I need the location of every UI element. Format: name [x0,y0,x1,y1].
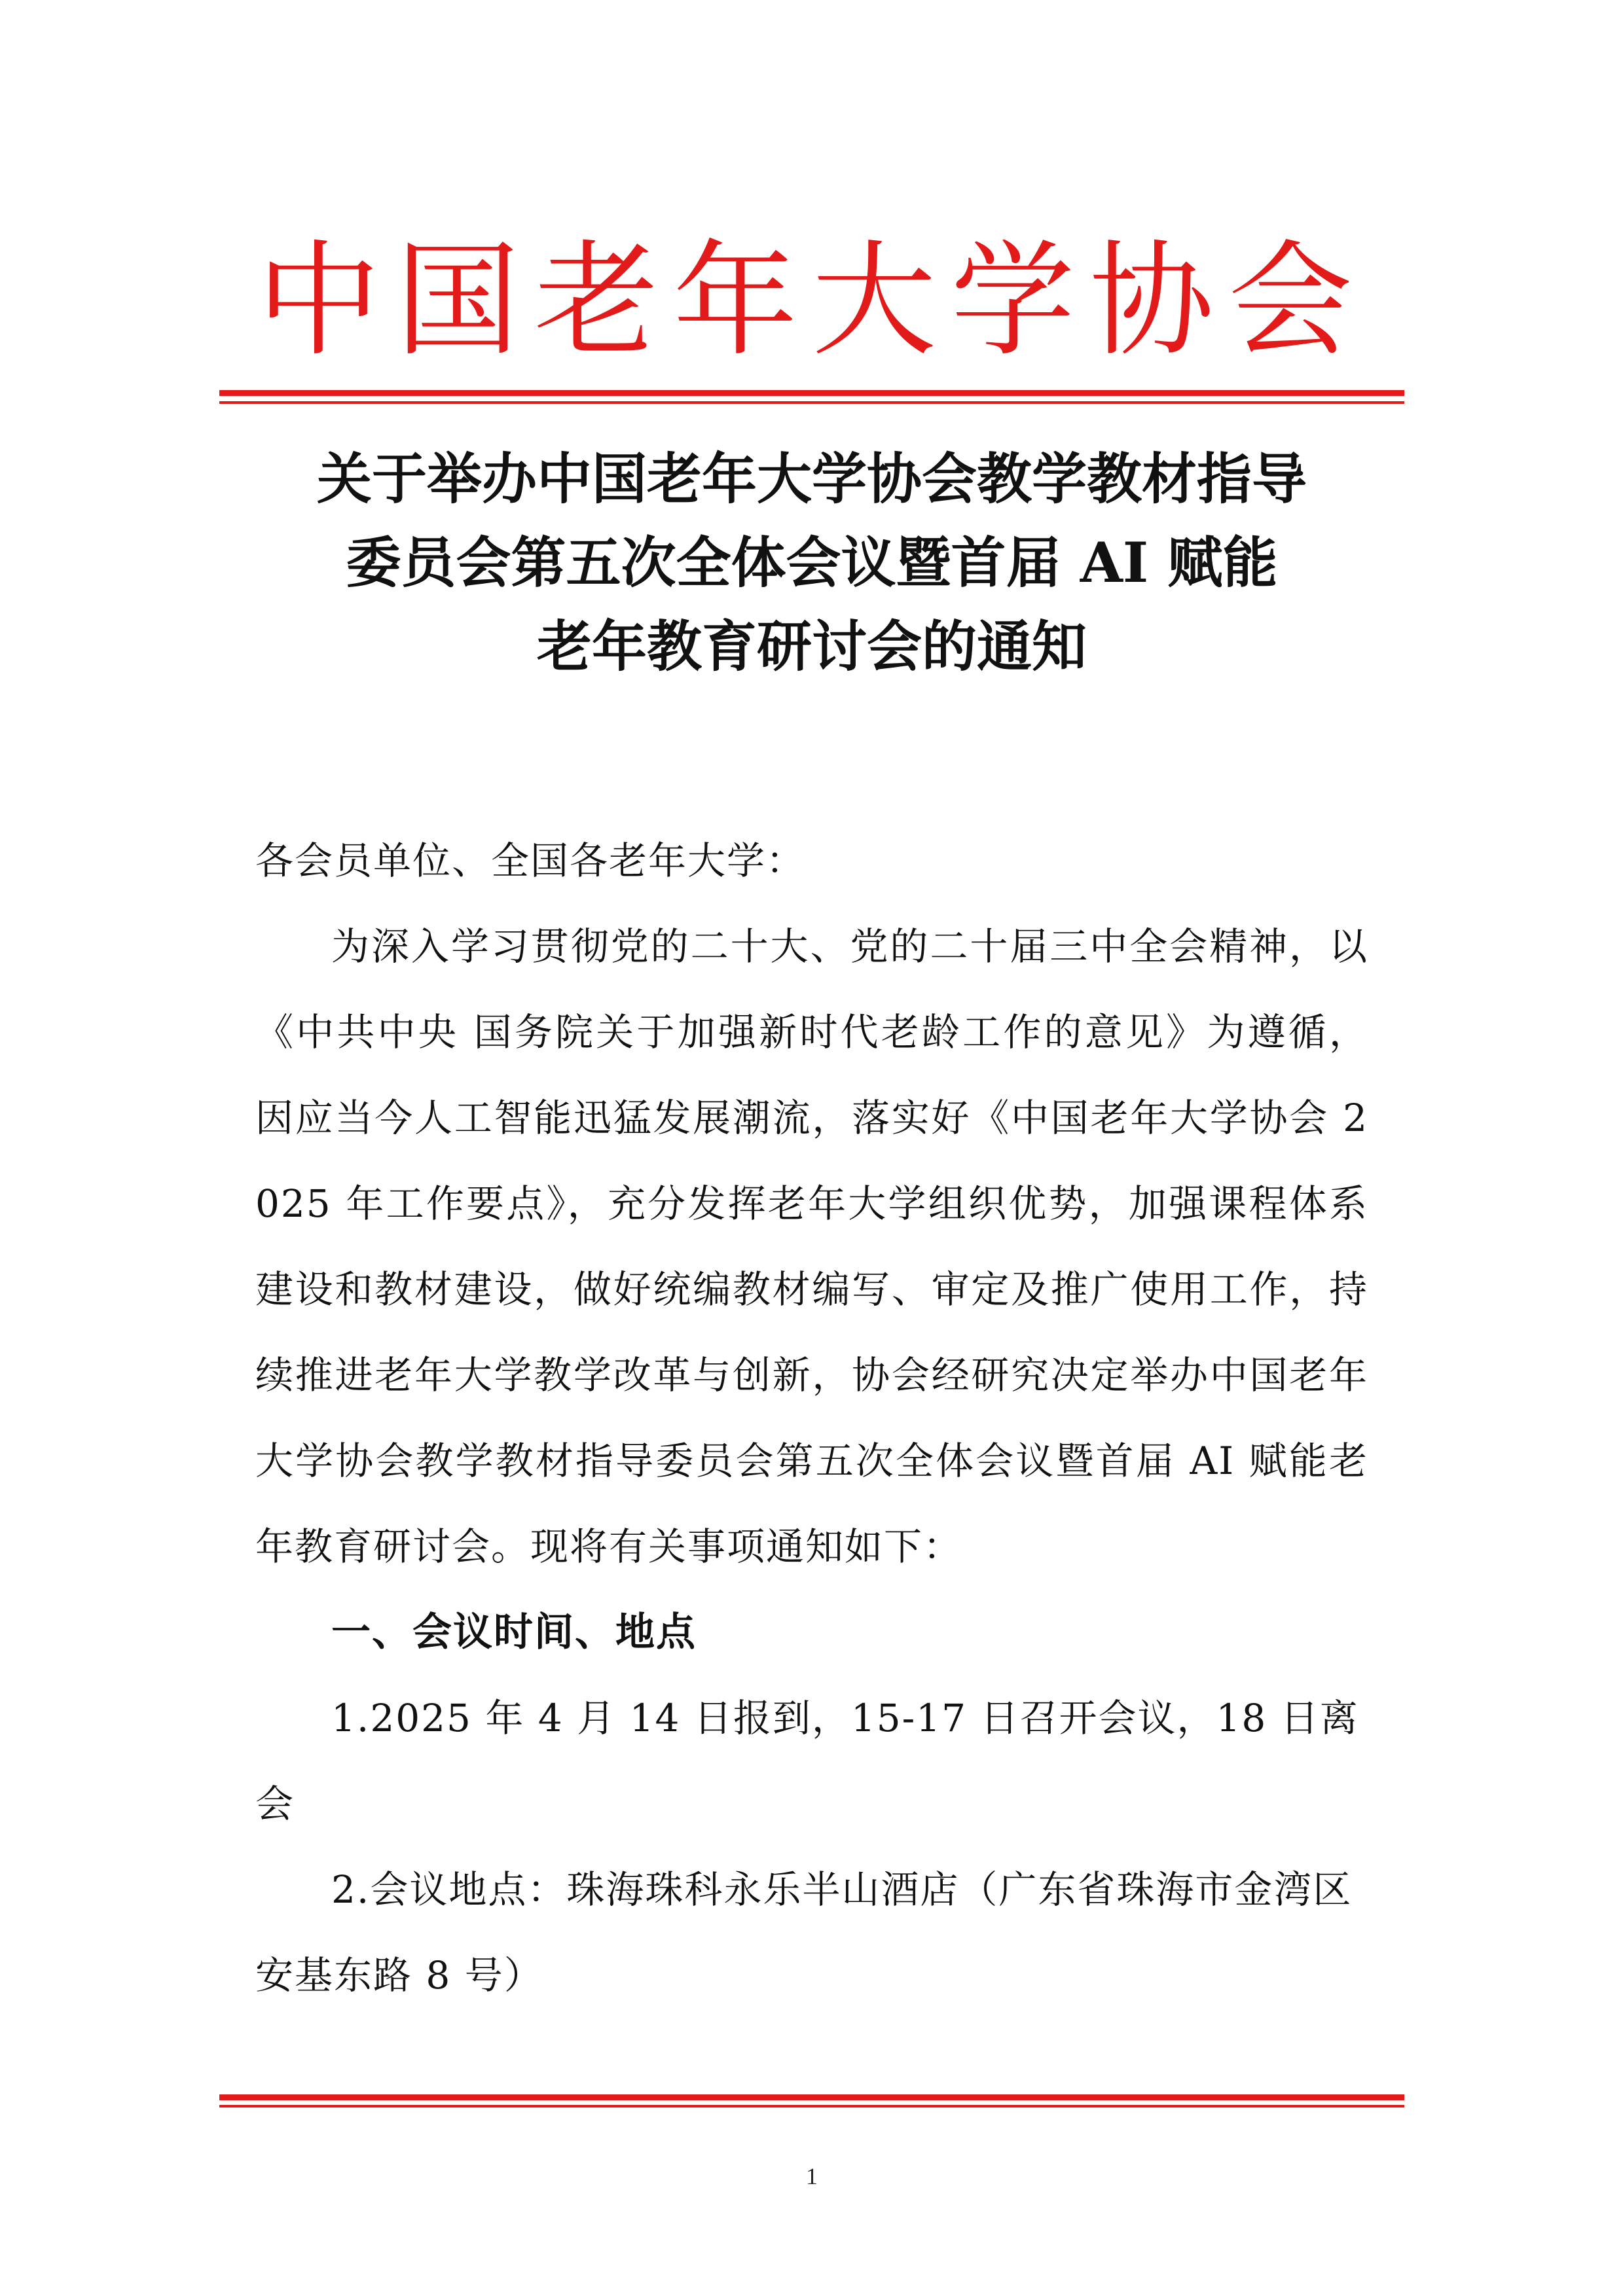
document-title [196,437,1427,689]
item-meeting-dates: 1.2025 年 4 月 14 日报到，15-17 日召开会议，18 日离会 [255,1696,1359,1826]
footer-rule-thick-line [219,2094,1404,2100]
footer-rule-thin-line [219,2105,1404,2108]
section-heading-time-location: 一、会议时间、地点 [331,1609,697,1655]
letterhead-red-rule [219,390,1404,404]
red-rule-thin-line [219,401,1404,404]
document-title-line-1: 关于举办中国老年大学协会教学教材指导 [316,446,1307,511]
red-rule-thick-line [219,390,1404,396]
document-title-line-3: 老年教育研讨会的通知 [536,614,1087,679]
item-meeting-venue: 2.会议地点：珠海珠科永乐半山酒店（广东省珠海市金湾区安基东路 8 号） [255,1867,1353,1998]
intro-paragraph: 为深入学习贯彻党的二十大、党的二十届三中全会精神，以《中共中央 国务院关于加强新时代老龄工作的意见》为遵循，因应当今人工智能迅猛发展潮流，落实好《中国老年大学协会 2025 年工作要点》，充分发挥老年大学组织优势，加强课程体系建设和教材建设，做好统编教材编写、审定及推广使用工作，持续推进老年大学教学改革与创新，协会经研究决定举办中国老年大学协会教学教材指导委员会第五次全体会议暨首届 AI 赋能老年教育研讨会。现将有关事项通知如下： [255,924,1368,1569]
salutation: 各会员单位、全国各老年大学： [255,838,806,883]
document-title-line-2: 委员会第五次全体会议暨首届 AI 赋能 [346,530,1278,595]
document-body [255,818,1368,2018]
letterhead-organization-name: 中国老年大学协会 [256,228,1367,373]
page-number: 1 [806,2163,818,2189]
footer-red-rule [219,2094,1404,2108]
